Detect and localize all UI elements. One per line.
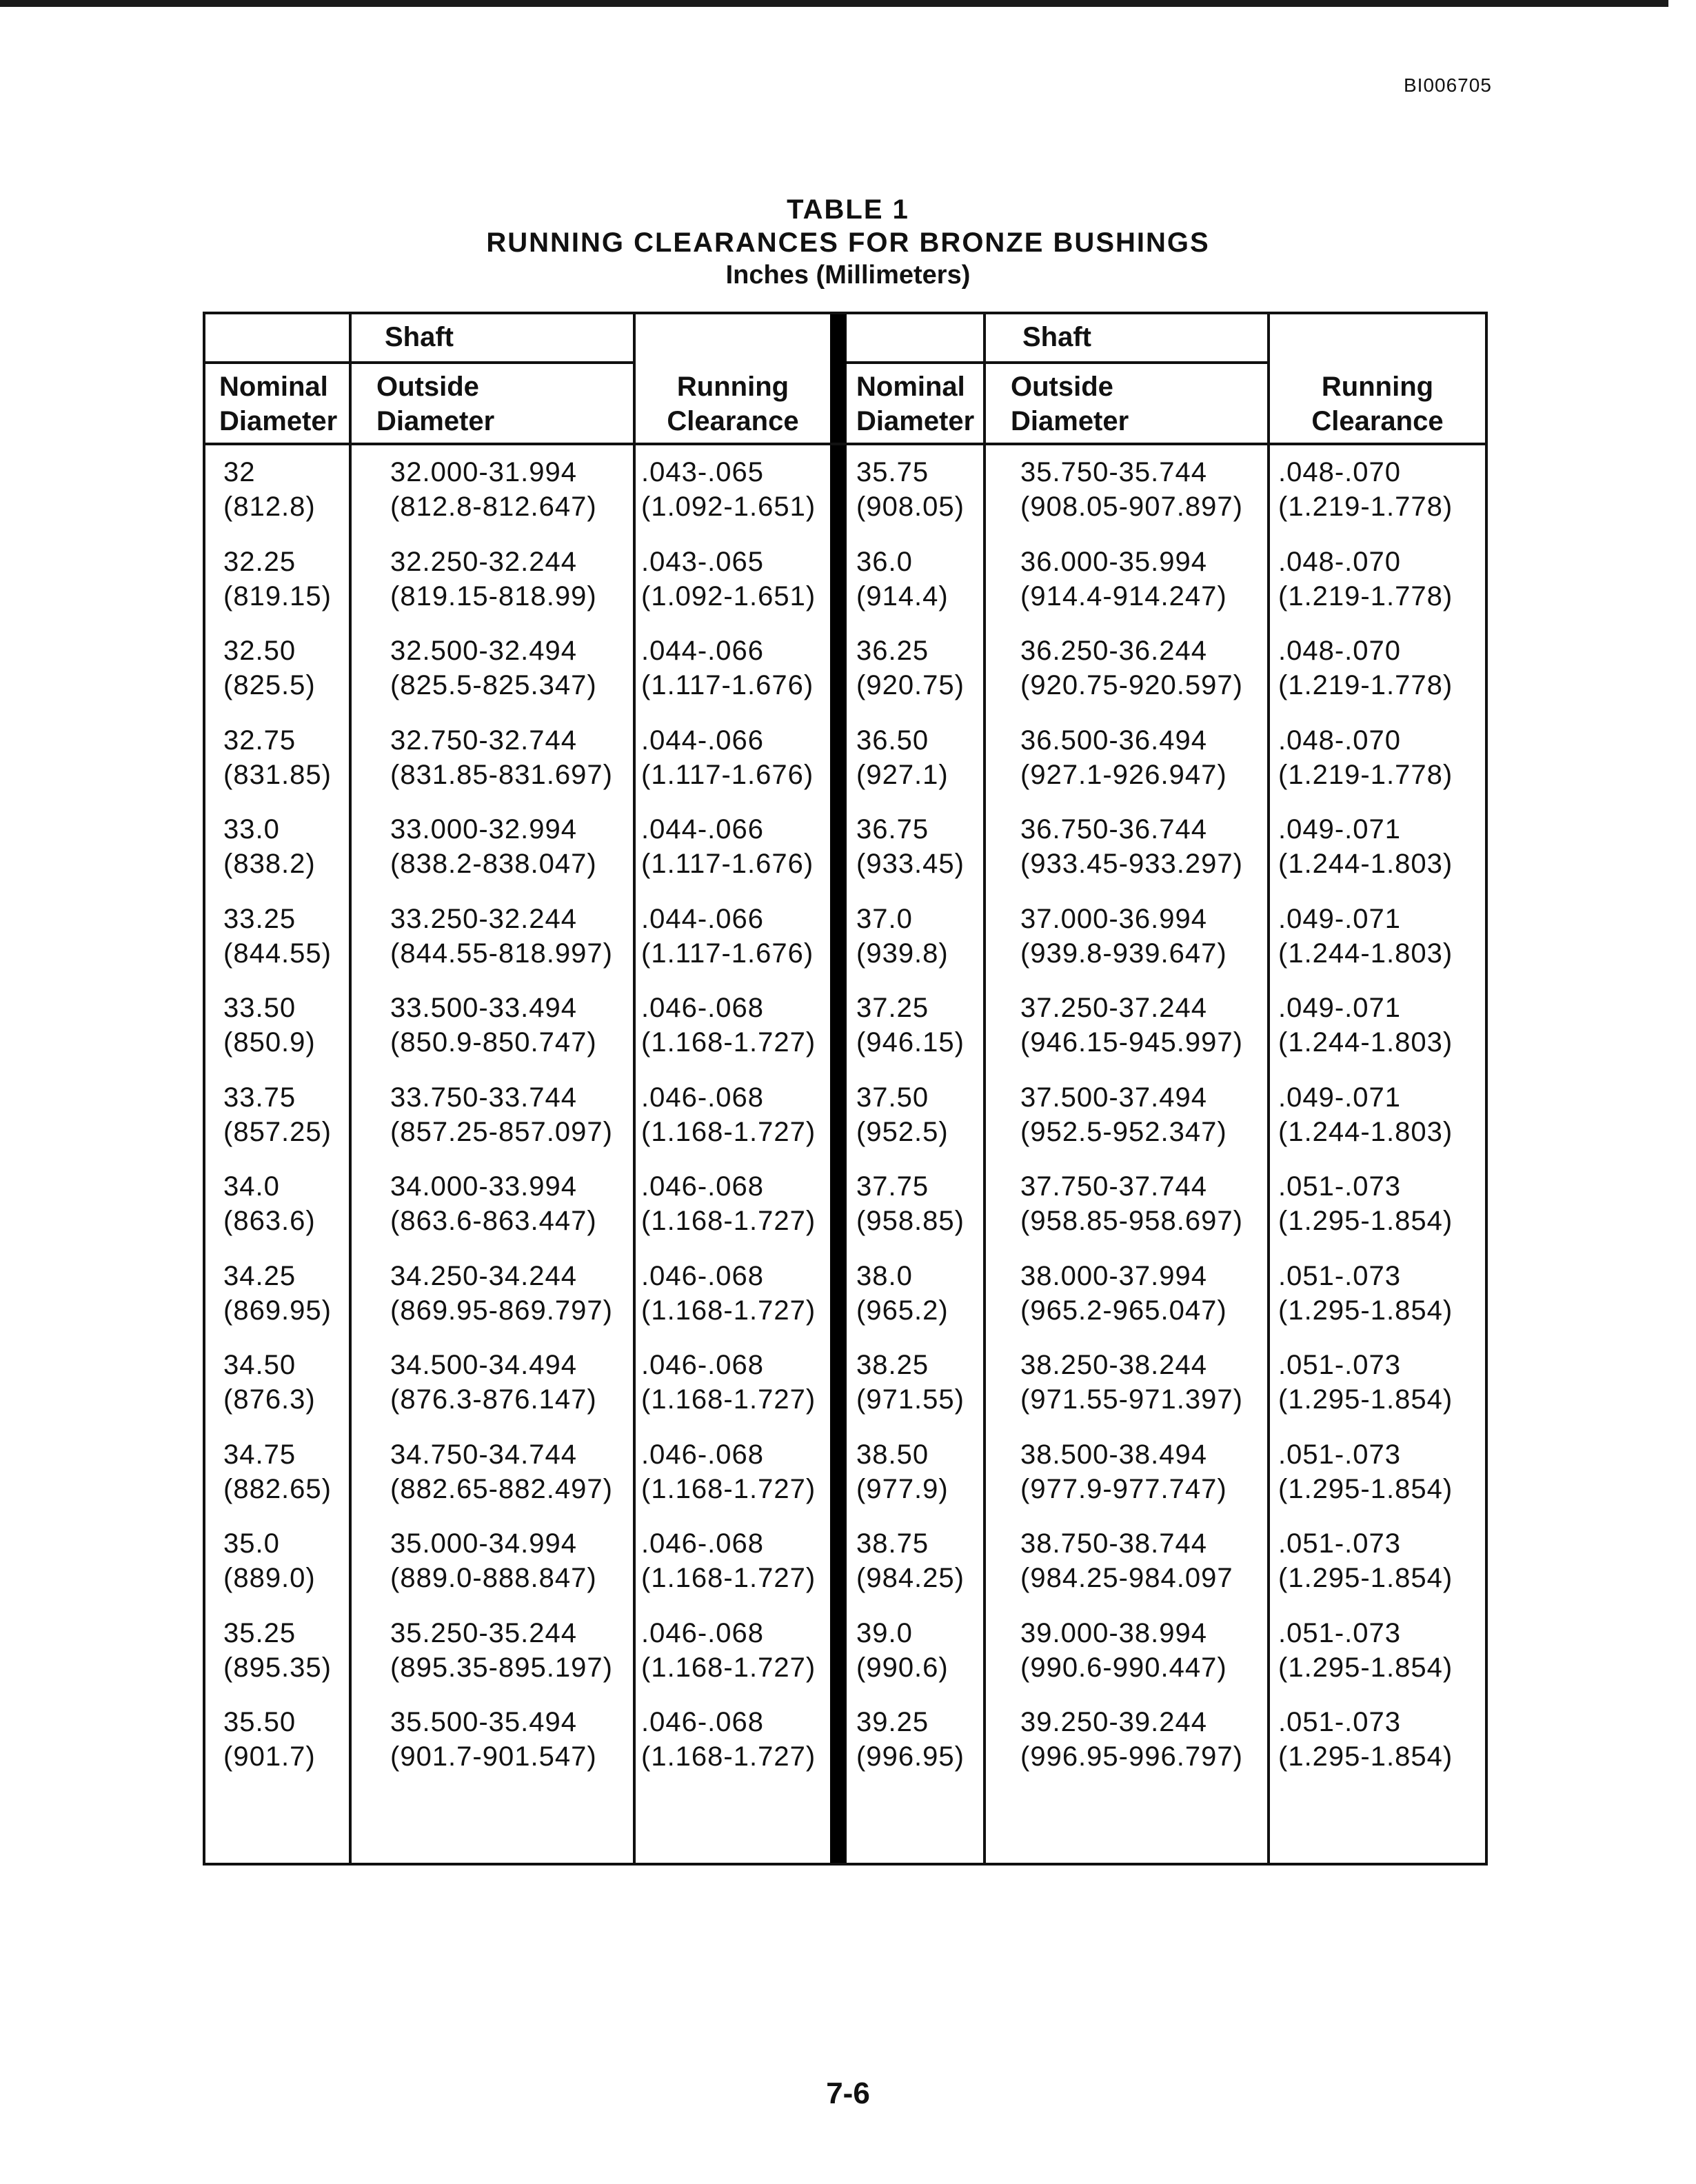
outside-diameter-inches-cell: 33.500-33.494 [390,993,578,1023]
running-clearance-mm-cell: (1.117-1.676) [641,760,814,790]
outside-diameter-mm-cell: (927.1-926.947) [1020,760,1227,790]
col-divider [633,314,636,1863]
outside-diameter-mm-cell: (971.55-971.397) [1020,1384,1243,1415]
running-clearance-inches-cell: .044-.066 [641,814,765,845]
running-header-left: Running Clearance [667,372,799,436]
outside-header-left: Outside Diameter [376,372,495,436]
running-clearance-inches-cell: .051-.073 [1278,1618,1402,1648]
nominal-diameter-mm-cell: (819.15) [223,581,332,611]
running-clearance-mm-cell: (1.168-1.727) [641,1027,816,1058]
nominal-header-left: Nominal Diameter [219,372,338,436]
nominal-diameter-mm-cell: (895.35) [223,1652,332,1683]
nominal-diameter-inches-cell: 36.75 [856,814,929,845]
outside-diameter-mm-cell: (914.4-914.247) [1020,581,1227,611]
nominal-diameter-mm-cell: (971.55) [856,1384,965,1415]
outside-diameter-inches-cell: 34.750-34.744 [390,1439,578,1470]
running-clearance-mm-cell: (1.092-1.651) [641,492,816,522]
nominal-diameter-inches-cell: 34.0 [223,1171,280,1202]
nominal-diameter-mm-cell: (850.9) [223,1027,316,1058]
shaft-header-left: Shaft [385,322,454,352]
nominal-diameter-inches-cell: 36.25 [856,636,929,666]
outside-diameter-mm-cell: (819.15-818.99) [390,581,597,611]
nominal-diameter-inches-cell: 36.50 [856,725,929,756]
nominal-diameter-mm-cell: (927.1) [856,760,949,790]
running-clearance-mm-cell: (1.168-1.727) [641,1295,816,1326]
outside-diameter-inches-cell: 38.000-37.994 [1020,1261,1208,1291]
running-clearance-inches-cell: .048-.070 [1278,547,1402,577]
running-clearance-mm-cell: (1.219-1.778) [1278,492,1453,522]
running-clearance-inches-cell: .046-.068 [641,1171,765,1202]
nominal-diameter-inches-cell: 32 [223,457,256,487]
nominal-diameter-mm-cell: (889.0) [223,1563,316,1593]
top-rule [0,0,1668,7]
outside-diameter-mm-cell: (857.25-857.097) [390,1117,613,1147]
running-clearance-mm-cell: (1.219-1.778) [1278,760,1453,790]
outside-diameter-inches-cell: 37.000-36.994 [1020,904,1208,934]
running-clearance-inches-cell: .048-.070 [1278,457,1402,487]
outside-diameter-inches-cell: 36.750-36.744 [1020,814,1208,845]
nominal-diameter-inches-cell: 32.25 [223,547,296,577]
nominal-diameter-inches-cell: 36.0 [856,547,913,577]
running-clearance-inches-cell: .049-.071 [1278,814,1402,845]
nominal-diameter-mm-cell: (977.9) [856,1474,949,1504]
running-clearance-mm-cell: (1.168-1.727) [641,1117,816,1147]
nominal-diameter-inches-cell: 35.25 [223,1618,296,1648]
nominal-diameter-inches-cell: 34.25 [223,1261,296,1291]
nominal-diameter-inches-cell: 38.50 [856,1439,929,1470]
running-clearance-inches-cell: .046-.068 [641,1439,765,1470]
table-units: Inches (Millimeters) [725,261,971,290]
nominal-diameter-mm-cell: (901.7) [223,1741,316,1772]
nominal-diameter-mm-cell: (990.6) [856,1652,949,1683]
outside-diameter-inches-cell: 35.500-35.494 [390,1707,578,1737]
outside-diameter-inches-cell: 33.750-33.744 [390,1082,578,1113]
outside-diameter-inches-cell: 37.750-37.744 [1020,1171,1208,1202]
running-clearance-mm-cell: (1.244-1.803) [1278,938,1453,969]
shaft-underline-right [847,361,1267,364]
running-clearance-mm-cell: (1.295-1.854) [1278,1652,1453,1683]
nominal-diameter-inches-cell: 35.50 [223,1707,296,1737]
outside-diameter-inches-cell: 32.750-32.744 [390,725,578,756]
nominal-diameter-mm-cell: (831.85) [223,760,332,790]
nominal-diameter-inches-cell: 37.0 [856,904,913,934]
outside-diameter-inches-cell: 38.750-38.744 [1020,1528,1208,1559]
nominal-diameter-mm-cell: (946.15) [856,1027,965,1058]
running-clearance-inches-cell: .049-.071 [1278,993,1402,1023]
running-clearance-mm-cell: (1.244-1.803) [1278,1027,1453,1058]
nominal-diameter-inches-cell: 34.50 [223,1350,296,1380]
running-clearance-mm-cell: (1.168-1.727) [641,1474,816,1504]
outside-diameter-inches-cell: 36.000-35.994 [1020,547,1208,577]
outside-diameter-inches-cell: 35.250-35.244 [390,1618,578,1648]
table-subtitle: RUNNING CLEARANCES FOR BRONZE BUSHINGS [486,228,1210,258]
running-clearance-inches-cell: .044-.066 [641,904,765,934]
nominal-diameter-inches-cell: 34.75 [223,1439,296,1470]
outside-diameter-inches-cell: 38.500-38.494 [1020,1439,1208,1470]
outside-diameter-inches-cell: 39.000-38.994 [1020,1618,1208,1648]
running-clearance-mm-cell: (1.295-1.854) [1278,1474,1453,1504]
nominal-diameter-inches-cell: 33.75 [223,1082,296,1113]
outside-diameter-mm-cell: (908.05-907.897) [1020,492,1243,522]
outside-diameter-mm-cell: (838.2-838.047) [390,849,597,879]
nominal-diameter-mm-cell: (996.95) [856,1741,965,1772]
outside-diameter-inches-cell: 33.000-32.994 [390,814,578,845]
nominal-diameter-mm-cell: (965.2) [856,1295,949,1326]
outside-diameter-inches-cell: 36.250-36.244 [1020,636,1208,666]
running-clearance-mm-cell: (1.295-1.854) [1278,1384,1453,1415]
nominal-diameter-inches-cell: 32.75 [223,725,296,756]
running-clearance-inches-cell: .046-.068 [641,993,765,1023]
running-clearance-inches-cell: .051-.073 [1278,1439,1402,1470]
nominal-diameter-inches-cell: 37.75 [856,1171,929,1202]
outside-diameter-mm-cell: (831.85-831.697) [390,760,613,790]
running-clearance-mm-cell: (1.219-1.778) [1278,670,1453,700]
page-number: 7-6 [826,2076,870,2110]
running-clearance-mm-cell: (1.295-1.854) [1278,1295,1453,1326]
nominal-diameter-mm-cell: (876.3) [223,1384,316,1415]
outside-diameter-mm-cell: (946.15-945.997) [1020,1027,1243,1058]
running-clearance-mm-cell: (1.168-1.727) [641,1206,816,1236]
outside-diameter-mm-cell: (889.0-888.847) [390,1563,597,1593]
outside-diameter-mm-cell: (977.9-977.747) [1020,1474,1227,1504]
nominal-diameter-inches-cell: 38.25 [856,1350,929,1380]
running-clearance-mm-cell: (1.117-1.676) [641,849,814,879]
document-id: BI006705 [1404,74,1492,96]
outside-diameter-inches-cell: 37.500-37.494 [1020,1082,1208,1113]
nominal-diameter-inches-cell: 35.0 [223,1528,280,1559]
col-divider [349,314,352,1863]
running-clearance-inches-cell: .051-.073 [1278,1171,1402,1202]
nominal-diameter-inches-cell: 38.0 [856,1261,913,1291]
running-clearance-mm-cell: (1.168-1.727) [641,1384,816,1415]
running-clearance-inches-cell: .044-.066 [641,636,765,666]
nominal-diameter-mm-cell: (857.25) [223,1117,332,1147]
col-divider [1267,314,1270,1863]
outside-diameter-inches-cell: 32.500-32.494 [390,636,578,666]
nominal-diameter-mm-cell: (825.5) [223,670,316,700]
running-clearance-inches-cell: .046-.068 [641,1082,765,1113]
outside-diameter-mm-cell: (996.95-996.797) [1020,1741,1243,1772]
outside-diameter-inches-cell: 32.000-31.994 [390,457,578,487]
running-clearance-inches-cell: .046-.068 [641,1261,765,1291]
outside-diameter-mm-cell: (812.8-812.647) [390,492,597,522]
running-clearance-inches-cell: .048-.070 [1278,725,1402,756]
running-clearance-inches-cell: .049-.071 [1278,1082,1402,1113]
nominal-diameter-inches-cell: 35.75 [856,457,929,487]
nominal-diameter-mm-cell: (838.2) [223,849,316,879]
outside-diameter-inches-cell: 36.500-36.494 [1020,725,1208,756]
nominal-diameter-inches-cell: 37.50 [856,1082,929,1113]
running-clearance-inches-cell: .051-.073 [1278,1350,1402,1380]
outside-diameter-inches-cell: 34.500-34.494 [390,1350,578,1380]
running-clearance-inches-cell: .049-.071 [1278,904,1402,934]
running-clearance-mm-cell: (1.117-1.676) [641,938,814,969]
running-clearance-mm-cell: (1.117-1.676) [641,670,814,700]
running-header-right: Running Clearance [1311,372,1444,436]
col-divider [983,314,986,1863]
outside-diameter-inches-cell: 33.250-32.244 [390,904,578,934]
nominal-diameter-mm-cell: (908.05) [856,492,965,522]
clearance-table [203,312,1488,1866]
running-clearance-inches-cell: .051-.073 [1278,1261,1402,1291]
nominal-diameter-inches-cell: 39.25 [856,1707,929,1737]
outside-diameter-mm-cell: (901.7-901.547) [390,1741,597,1772]
outside-diameter-inches-cell: 37.250-37.244 [1020,993,1208,1023]
outside-diameter-inches-cell: 34.000-33.994 [390,1171,578,1202]
running-clearance-inches-cell: .046-.068 [641,1618,765,1648]
nominal-diameter-mm-cell: (984.25) [856,1563,965,1593]
outside-diameter-mm-cell: (882.65-882.497) [390,1474,613,1504]
running-clearance-mm-cell: (1.244-1.803) [1278,1117,1453,1147]
outside-diameter-mm-cell: (825.5-825.347) [390,670,597,700]
nominal-diameter-inches-cell: 39.0 [856,1618,913,1648]
outside-diameter-mm-cell: (844.55-818.997) [390,938,613,969]
outside-diameter-mm-cell: (958.85-958.697) [1020,1206,1243,1236]
running-clearance-mm-cell: (1.168-1.727) [641,1741,816,1772]
running-clearance-inches-cell: .051-.073 [1278,1707,1402,1737]
nominal-diameter-mm-cell: (882.65) [223,1474,332,1504]
outside-diameter-mm-cell: (933.45-933.297) [1020,849,1243,879]
running-clearance-inches-cell: .043-.065 [641,547,765,577]
nominal-diameter-mm-cell: (920.75) [856,670,965,700]
outside-diameter-inches-cell: 35.750-35.744 [1020,457,1208,487]
nominal-diameter-inches-cell: 32.50 [223,636,296,666]
running-clearance-inches-cell: .043-.065 [641,457,765,487]
nominal-diameter-mm-cell: (844.55) [223,938,332,969]
outside-diameter-inches-cell: 39.250-39.244 [1020,1707,1208,1737]
running-clearance-mm-cell: (1.168-1.727) [641,1563,816,1593]
running-clearance-inches-cell: .051-.073 [1278,1528,1402,1559]
nominal-diameter-inches-cell: 38.75 [856,1528,929,1559]
outside-diameter-mm-cell: (920.75-920.597) [1020,670,1243,700]
header-bottom-rule [205,443,1485,445]
nominal-diameter-mm-cell: (933.45) [856,849,965,879]
outside-diameter-mm-cell: (863.6-863.447) [390,1206,597,1236]
running-clearance-mm-cell: (1.295-1.854) [1278,1563,1453,1593]
nominal-diameter-inches-cell: 33.50 [223,993,296,1023]
nominal-diameter-inches-cell: 33.0 [223,814,280,845]
running-clearance-inches-cell: .048-.070 [1278,636,1402,666]
shaft-underline-left [205,361,633,364]
running-clearance-mm-cell: (1.295-1.854) [1278,1741,1453,1772]
outside-diameter-mm-cell: (869.95-869.797) [390,1295,613,1326]
running-clearance-mm-cell: (1.244-1.803) [1278,849,1453,879]
outside-diameter-mm-cell: (850.9-850.747) [390,1027,597,1058]
outside-diameter-mm-cell: (952.5-952.347) [1020,1117,1227,1147]
table-title: TABLE 1 [787,194,909,225]
running-clearance-mm-cell: (1.168-1.727) [641,1652,816,1683]
center-divider [830,314,847,1863]
outside-diameter-mm-cell: (895.35-895.197) [390,1652,613,1683]
outside-diameter-inches-cell: 34.250-34.244 [390,1261,578,1291]
outside-header-right: Outside Diameter [1011,372,1129,436]
nominal-diameter-mm-cell: (869.95) [223,1295,332,1326]
shaft-header-right: Shaft [1022,322,1091,352]
outside-diameter-mm-cell: (939.8-939.647) [1020,938,1227,969]
nominal-diameter-inches-cell: 33.25 [223,904,296,934]
nominal-header-right: Nominal Diameter [856,372,975,436]
outside-diameter-mm-cell: (990.6-990.447) [1020,1652,1227,1683]
running-clearance-inches-cell: .046-.068 [641,1350,765,1380]
outside-diameter-inches-cell: 35.000-34.994 [390,1528,578,1559]
nominal-diameter-inches-cell: 37.25 [856,993,929,1023]
running-clearance-mm-cell: (1.092-1.651) [641,581,816,611]
running-clearance-mm-cell: (1.219-1.778) [1278,581,1453,611]
outside-diameter-mm-cell: (965.2-965.047) [1020,1295,1227,1326]
nominal-diameter-mm-cell: (958.85) [856,1206,965,1236]
outside-diameter-inches-cell: 32.250-32.244 [390,547,578,577]
running-clearance-inches-cell: .044-.066 [641,725,765,756]
nominal-diameter-mm-cell: (952.5) [856,1117,949,1147]
running-clearance-mm-cell: (1.295-1.854) [1278,1206,1453,1236]
nominal-diameter-mm-cell: (939.8) [856,938,949,969]
outside-diameter-mm-cell: (876.3-876.147) [390,1384,597,1415]
nominal-diameter-mm-cell: (812.8) [223,492,316,522]
outside-diameter-mm-cell: (984.25-984.097 [1020,1563,1233,1593]
nominal-diameter-mm-cell: (914.4) [856,581,949,611]
running-clearance-inches-cell: .046-.068 [641,1528,765,1559]
nominal-diameter-mm-cell: (863.6) [223,1206,316,1236]
running-clearance-inches-cell: .046-.068 [641,1707,765,1737]
outside-diameter-inches-cell: 38.250-38.244 [1020,1350,1208,1380]
